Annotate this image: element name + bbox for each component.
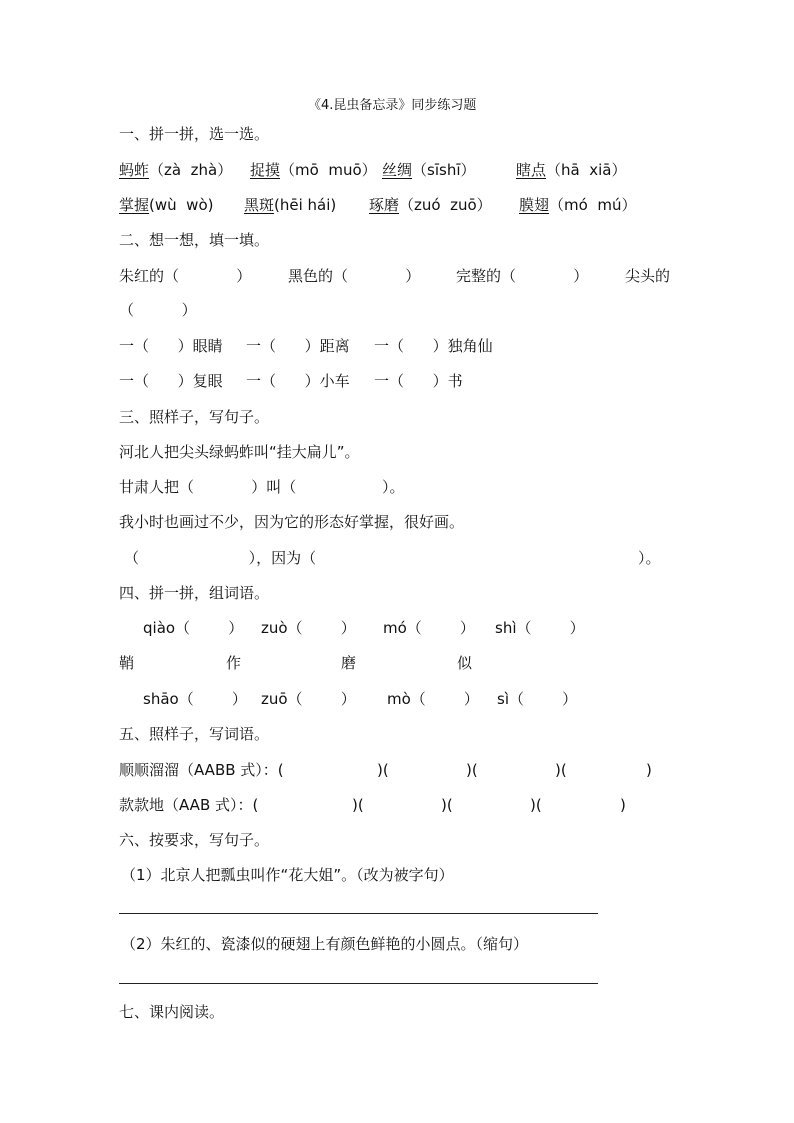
s1-item — [369, 195, 492, 215]
s1-item — [119, 195, 213, 215]
aabb-label: 顺顺溜溜（AABB 式）：( — [119, 761, 284, 779]
bracket: )( — [441, 796, 453, 814]
fill-sentence-end: ）。 — [638, 549, 661, 567]
s1-word: 琢磨 — [369, 196, 400, 214]
character: 鞘 — [119, 654, 135, 672]
s1-pinyin: (wù wò) — [149, 196, 214, 214]
fill-blank: 一（ ）眼睛 — [119, 337, 223, 355]
section-2-heading: 二、想一想，填一填。 — [119, 231, 270, 249]
aab-label: 款款地（AAB 式）：( — [119, 796, 259, 814]
s1-item — [519, 195, 636, 215]
s1-pinyin: （zuó zuō） — [399, 196, 492, 214]
bracket: )( — [377, 761, 389, 779]
s1-word: 蚂蚱 — [119, 161, 150, 179]
pinyin-blank: sì（ ） — [497, 690, 578, 708]
fill-blank: （ ） — [119, 301, 197, 319]
fill-blank: 黑色的（ ） — [288, 267, 421, 285]
s1-pinyin: （mō muō） — [280, 161, 377, 179]
fill-blank: 一（ ）距离 — [246, 337, 350, 355]
fill-blank: 朱红的（ ） — [119, 267, 252, 285]
example-sentence: 河北人把尖头绿蚂蚱叫“挂大扁儿”。 — [119, 443, 360, 461]
character: 作 — [226, 654, 242, 672]
section-7-heading: 七、课内阅读。 — [119, 1003, 225, 1021]
s1-item — [250, 160, 377, 180]
s1-item — [119, 160, 232, 180]
fill-blank: 一（ ）小车 — [246, 372, 350, 390]
s1-pinyin: （hā xiā） — [546, 161, 627, 179]
s1-pinyin: （zà zhà） — [149, 161, 233, 179]
bracket: ) — [646, 761, 652, 779]
pinyin-blank: zuō（ ） — [261, 690, 356, 708]
fill-blank: 一（ ）复眼 — [119, 372, 223, 390]
answer-line — [119, 983, 598, 984]
answer-line — [119, 913, 598, 914]
example-sentence: 我小时也画过不少，因为它的形态好掌握，很好画。 — [119, 513, 465, 531]
pinyin-blank: shāo（ ） — [143, 690, 247, 708]
bracket: )( — [530, 796, 542, 814]
s1-word: 膜翅 — [519, 196, 550, 214]
fill-blank: 一（ ）独角仙 — [374, 337, 493, 355]
s1-item — [382, 160, 476, 180]
bracket: ) — [620, 796, 626, 814]
question-2: （2）朱红的、瓷漆似的硬翅上有颜色鲜艳的小圆点。（缩句） — [121, 935, 529, 953]
s1-word: 捉摸 — [250, 161, 281, 179]
pinyin-blank: mó（ ） — [383, 619, 475, 637]
pinyin-blank: zuò（ ） — [261, 619, 356, 637]
fill-sentence: （ ），因为（ — [124, 549, 317, 567]
s1-pinyin: （mó mú） — [549, 196, 637, 214]
section-1-heading: 一、拼一拼，选一选。 — [119, 125, 270, 143]
bracket: )( — [555, 761, 567, 779]
section-5-heading: 五、照样子，写词语。 — [119, 725, 270, 743]
question-1: （1）北京人把瓢虫叫作“花大姐”。（改为被字句） — [121, 866, 454, 884]
s1-word: 瞎点 — [516, 161, 547, 179]
pinyin-blank: mò（ ） — [387, 690, 479, 708]
bracket: )( — [466, 761, 478, 779]
bracket: )( — [352, 796, 364, 814]
section-6-heading: 六、按要求，写句子。 — [119, 831, 270, 849]
pinyin-blank: qiào（ ） — [143, 619, 244, 637]
pinyin-blank: shì（ ） — [495, 619, 585, 637]
s1-item — [244, 195, 336, 215]
section-4-heading: 四、拼一拼，组词语。 — [119, 584, 270, 602]
section-3-heading: 三、照样子，写句子。 — [119, 408, 270, 426]
fill-blank: 完整的（ ） — [456, 267, 589, 285]
fill-blank: 一（ ）书 — [374, 372, 463, 390]
s1-pinyin: （sīshī） — [412, 161, 476, 179]
s1-word: 掌握 — [119, 196, 150, 214]
page-title: 《4.昆虫备忘录》同步练习题 — [308, 98, 477, 113]
s1-pinyin: (hēi hái) — [274, 196, 337, 214]
s1-item — [516, 160, 627, 180]
character: 磨 — [341, 654, 357, 672]
fill-sentence: 甘肃人把（ ）叫（ ）。 — [119, 478, 405, 496]
character: 似 — [457, 654, 473, 672]
s1-word: 丝绸 — [382, 161, 413, 179]
s1-word: 黑斑 — [244, 196, 275, 214]
fill-blank: 尖头的 — [625, 267, 671, 285]
